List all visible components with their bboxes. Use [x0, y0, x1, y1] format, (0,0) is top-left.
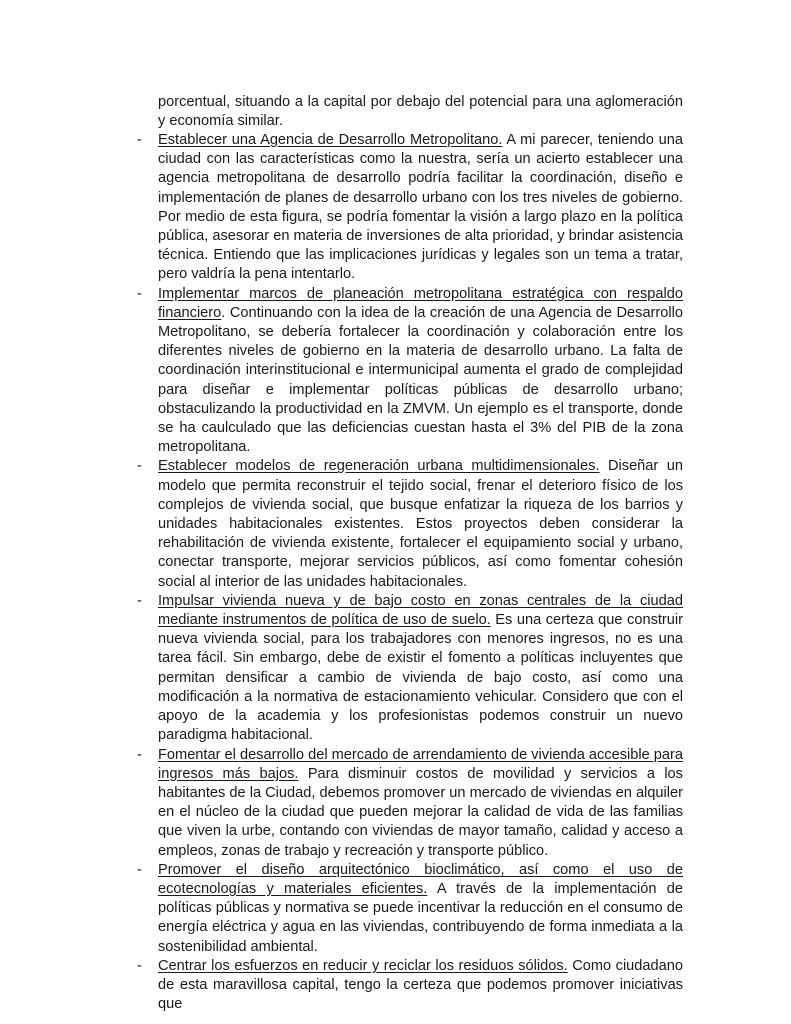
list-item-text	[158, 285, 683, 458]
bullet-dash: -	[137, 861, 142, 878]
item-heading: Establecer una Agencia de Desarrollo Metropolitano.	[158, 132, 503, 148]
list-item-text	[158, 746, 683, 861]
bullet-dash: -	[137, 746, 142, 763]
bullet-dash: -	[137, 957, 142, 974]
list-item	[0, 285, 791, 458]
list-item	[0, 746, 791, 861]
bullet-dash: -	[137, 592, 142, 609]
list-item	[0, 131, 791, 285]
item-heading: Impulsar vivienda nueva y de bajo costo en zonas centrales de la ciudad mediante instrumentos de política de uso de suelo.	[158, 592, 683, 629]
list-item	[0, 457, 791, 591]
item-body: Como ciudadano de esta maravillosa capital, tengo la certeza que podemos promover iniciativas que	[158, 957, 683, 1013]
list-item-text	[158, 592, 683, 746]
list-item-text	[158, 957, 683, 1015]
continuation-paragraph: porcentual, situando a la capital por debajo del potencial para una aglomeración y economía similar.	[158, 94, 683, 130]
item-heading: Centrar los esfuerzos en reducir y reciclar los residuos sólidos.	[158, 957, 568, 974]
proposal-list	[0, 131, 791, 1014]
list-item	[0, 592, 791, 746]
bullet-dash: -	[137, 285, 142, 302]
item-heading: Establecer modelos de regeneración urbana multidimensionales.	[158, 458, 600, 475]
list-item-text	[158, 457, 683, 591]
item-body: Es una certeza que construir nueva vivienda social, para los trabajadores con menores ingresos, no es una tarea fácil. Sin embargo, debe de existir el fomento a políticas incluyentes que permitan densificar a cambio de vivienda de bajo costo, así como una modificación a la normativa de estacionamiento vehicular. Considero que con el apoyo de la academia y los profesionistas podemos construir un nuevo paradigma habitacional.	[158, 612, 683, 744]
item-body: A través de la implementación de políticas públicas y normativa se puede incentivar la reducción en el consumo de energía eléctrica y agua en las viviendas, contribuyendo de forma inmediata a la sostenibilidad ambiental.	[158, 880, 683, 955]
bullet-dash: -	[137, 458, 142, 475]
list-item	[0, 861, 791, 957]
list-item-text	[158, 861, 683, 957]
item-heading: Fomentar el desarrollo del mercado de arrendamiento de vivienda accesible para ingresos más bajos.	[158, 746, 683, 782]
list-item-text	[158, 131, 683, 285]
item-body: Para disminuir costos de movilidad y servicios a los habitantes de la Ciudad, debemos promover un mercado de viviendas en alquiler en el núcleo de la ciudad que pueden mejorar la calidad de vida de las familias que viven la urbe, contando con viviendas de mayor tamaño, calidad y acceso a empleos, zonas de trabajo y recreación y transporte público.	[158, 765, 683, 859]
item-body: A mi parecer, teniendo una ciudad con las características como la nuestra, sería un acierto establecer una agencia metropolitana de desarrollo podría facilitar la coordinación, diseño e implementación de planes de desarrollo urbano con los tres niveles de gobierno. Por medio de esta figura, se podría fomentar la visión a largo plazo en la política pública, asesorar en materia de inversiones de alta prioridad, y brindar asistencia técnica. Entiendo que las implicaciones jurídicas y legales son un tema a tratar, pero valdría la pena intentarlo.	[158, 132, 683, 283]
item-body: . Continuando con la idea de la creación de una Agencia de Desarrollo Metropolitano, se debería fortalecer la coordinación y colaboración entre los diferentes niveles de gobierno en la materia de desarrollo urbano. La falta de coordinación interinstitucional e intermunicipal aumenta el grado de complejidad para diseñar e implementar políticas públicas de desarrollo urbano; obstaculizando la productividad en la ZMVM. Un ejemplo es el transporte, donde se ha caulculado que las deficiencias cuestan hasta el 3% del PIB de la zona metropolitana.	[158, 304, 683, 456]
list-item	[0, 957, 791, 1015]
item-heading: Promover el diseño arquitectónico bioclimático, así como el uso de ecotecnologías y materiales eficientes.	[158, 861, 683, 897]
item-body: Diseñar un modelo que permita reconstruir el tejido social, frenar el deterioro físico de los complejos de vivienda social, que busque enfatizar la riqueza de los barrios y unidades habitacionales existentes. Estos proyectos deben considerar la rehabilitación de vivienda existente, fortalecer el equipamiento social y urbano, conectar transporte, mejorar servicios públicos, así como fomentar cohesión social al interior de las unidades habitacionales.	[158, 458, 683, 590]
bullet-dash: -	[137, 132, 142, 148]
item-heading: Implementar marcos de planeación metropolitana estratégica con respaldo financiero	[158, 285, 683, 321]
